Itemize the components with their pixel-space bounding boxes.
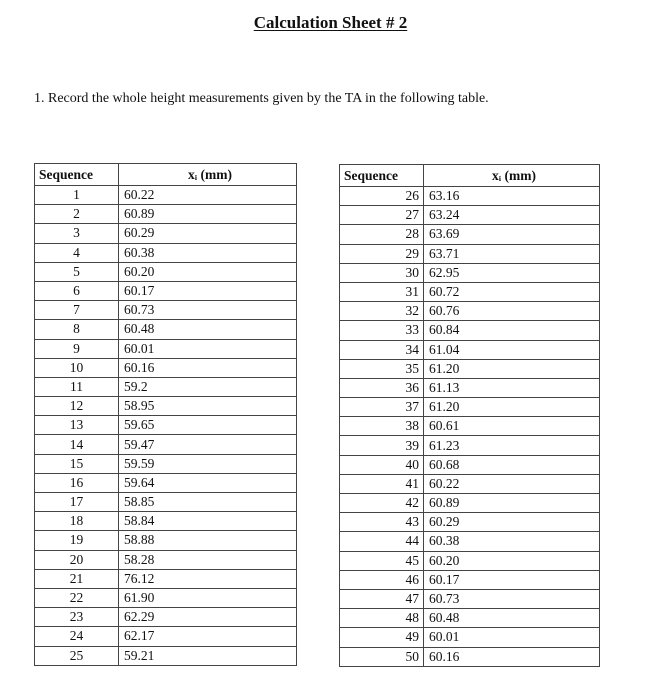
sequence-cell: 32 <box>340 302 424 321</box>
sequence-cell: 1 <box>35 186 119 205</box>
sequence-cell: 29 <box>340 244 424 263</box>
table-row <box>340 628 600 647</box>
table-row <box>35 531 297 550</box>
sequence-cell: 12 <box>35 397 119 416</box>
measurement-cell: 61.20 <box>424 398 600 417</box>
sequence-cell: 14 <box>35 435 119 454</box>
table-row <box>35 281 297 300</box>
measurement-cell: 60.73 <box>424 589 600 608</box>
table-row <box>35 243 297 262</box>
value-header: xᵢ (mm) <box>119 164 297 186</box>
table-row <box>35 550 297 569</box>
page-title: Calculation Sheet # 2 <box>253 13 408 32</box>
measurement-cell: 59.47 <box>119 435 297 454</box>
table-row <box>340 187 600 206</box>
measurement-cell: 60.89 <box>424 494 600 513</box>
table-row <box>340 321 600 340</box>
table-row <box>35 646 297 665</box>
measurement-cell: 62.17 <box>119 627 297 646</box>
measurement-cell: 60.84 <box>424 321 600 340</box>
sequence-cell: 31 <box>340 282 424 301</box>
sequence-cell: 41 <box>340 474 424 493</box>
measurement-cell: 61.90 <box>119 588 297 607</box>
measurement-cell: 60.68 <box>424 455 600 474</box>
measurement-cell: 60.73 <box>119 301 297 320</box>
sequence-cell: 5 <box>35 262 119 281</box>
sequence-cell: 48 <box>340 609 424 628</box>
sequence-cell: 49 <box>340 628 424 647</box>
table-row <box>340 647 600 666</box>
sequence-cell: 16 <box>35 473 119 492</box>
measurement-cell: 61.20 <box>424 359 600 378</box>
measurement-cell: 60.29 <box>424 513 600 532</box>
sequence-cell: 17 <box>35 493 119 512</box>
table-row <box>35 627 297 646</box>
sequence-cell: 34 <box>340 340 424 359</box>
sequence-cell: 10 <box>35 358 119 377</box>
sequence-cell: 9 <box>35 339 119 358</box>
sequence-cell: 50 <box>340 647 424 666</box>
table-row <box>340 302 600 321</box>
sequence-cell: 18 <box>35 512 119 531</box>
table-row <box>340 225 600 244</box>
measurement-cell: 58.84 <box>119 512 297 531</box>
measurement-table-right <box>339 164 600 667</box>
measurement-cell: 61.04 <box>424 340 600 359</box>
sequence-cell: 15 <box>35 454 119 473</box>
measurement-table-left <box>34 163 297 666</box>
measurement-cell: 60.72 <box>424 282 600 301</box>
value-header: xᵢ (mm) <box>424 165 600 187</box>
sequence-cell: 45 <box>340 551 424 570</box>
table-row <box>35 301 297 320</box>
measurement-cell: 60.20 <box>119 262 297 281</box>
measurement-cell: 60.48 <box>424 609 600 628</box>
sequence-cell: 26 <box>340 187 424 206</box>
table-row <box>340 589 600 608</box>
measurement-cell: 60.89 <box>119 205 297 224</box>
sequence-cell: 20 <box>35 550 119 569</box>
table-body <box>340 187 600 667</box>
table-row <box>35 397 297 416</box>
table-row <box>340 244 600 263</box>
measurement-cell: 63.16 <box>424 187 600 206</box>
table-row <box>35 493 297 512</box>
sequence-cell: 43 <box>340 513 424 532</box>
measurement-cell: 60.16 <box>424 647 600 666</box>
table-row <box>340 417 600 436</box>
measurement-cell: 58.95 <box>119 397 297 416</box>
table-row <box>340 378 600 397</box>
table-row <box>35 205 297 224</box>
table-row <box>35 339 297 358</box>
sequence-cell: 42 <box>340 494 424 513</box>
measurement-cell: 63.71 <box>424 244 600 263</box>
table-row <box>35 608 297 627</box>
measurement-cell: 59.21 <box>119 646 297 665</box>
measurement-cell: 60.48 <box>119 320 297 339</box>
measurement-cell: 76.12 <box>119 569 297 588</box>
measurement-cell: 61.23 <box>424 436 600 455</box>
sequence-cell: 23 <box>35 608 119 627</box>
table-row <box>340 494 600 513</box>
table-row <box>35 473 297 492</box>
measurement-cell: 58.85 <box>119 493 297 512</box>
measurement-cell: 58.88 <box>119 531 297 550</box>
sequence-cell: 35 <box>340 359 424 378</box>
sequence-cell: 40 <box>340 455 424 474</box>
table-row <box>35 186 297 205</box>
measurement-cell: 58.28 <box>119 550 297 569</box>
table-row <box>340 436 600 455</box>
table-row <box>340 359 600 378</box>
table-row <box>340 532 600 551</box>
measurement-cell: 60.01 <box>424 628 600 647</box>
table-row <box>340 474 600 493</box>
measurement-cell: 60.22 <box>424 474 600 493</box>
sequence-cell: 19 <box>35 531 119 550</box>
table-row <box>340 340 600 359</box>
table-row <box>340 570 600 589</box>
table-row <box>35 588 297 607</box>
sequence-cell: 6 <box>35 281 119 300</box>
measurement-cell: 60.38 <box>119 243 297 262</box>
sequence-cell: 36 <box>340 378 424 397</box>
sequence-cell: 22 <box>35 588 119 607</box>
sequence-cell: 7 <box>35 301 119 320</box>
table-header-row <box>35 164 297 186</box>
table-row <box>35 512 297 531</box>
sequence-cell: 2 <box>35 205 119 224</box>
table-row <box>35 569 297 588</box>
measurement-cell: 63.69 <box>424 225 600 244</box>
table-row <box>340 551 600 570</box>
measurement-cell: 60.22 <box>119 186 297 205</box>
measurement-cell: 60.16 <box>119 358 297 377</box>
table-body <box>35 186 297 666</box>
sequence-cell: 25 <box>35 646 119 665</box>
sequence-cell: 4 <box>35 243 119 262</box>
sequence-cell: 47 <box>340 589 424 608</box>
measurement-cell: 60.76 <box>424 302 600 321</box>
sequence-header: Sequence <box>340 165 424 187</box>
sequence-cell: 21 <box>35 569 119 588</box>
measurement-cell: 63.24 <box>424 206 600 225</box>
measurement-cell: 60.01 <box>119 339 297 358</box>
sequence-cell: 39 <box>340 436 424 455</box>
sequence-cell: 27 <box>340 206 424 225</box>
measurement-cell: 62.95 <box>424 263 600 282</box>
table-row <box>35 320 297 339</box>
sequence-cell: 38 <box>340 417 424 436</box>
table-row <box>35 377 297 396</box>
table-row <box>35 262 297 281</box>
measurement-cell: 59.2 <box>119 377 297 396</box>
measurement-cell: 60.17 <box>424 570 600 589</box>
table-row <box>35 454 297 473</box>
sequence-cell: 28 <box>340 225 424 244</box>
sequence-cell: 8 <box>35 320 119 339</box>
sequence-cell: 33 <box>340 321 424 340</box>
measurement-cell: 59.59 <box>119 454 297 473</box>
sequence-cell: 30 <box>340 263 424 282</box>
measurement-cell: 60.61 <box>424 417 600 436</box>
instruction-text: 1. Record the whole height measurements given by the TA in the following table. <box>34 91 489 106</box>
table-row <box>35 435 297 454</box>
sequence-cell: 24 <box>35 627 119 646</box>
table-row <box>340 282 600 301</box>
table-row <box>340 609 600 628</box>
table-row <box>340 206 600 225</box>
measurement-cell: 61.13 <box>424 378 600 397</box>
table-row <box>340 513 600 532</box>
measurement-cell: 60.20 <box>424 551 600 570</box>
measurement-cell: 62.29 <box>119 608 297 627</box>
sequence-cell: 3 <box>35 224 119 243</box>
measurement-cell: 59.65 <box>119 416 297 435</box>
sequence-header: Sequence <box>35 164 119 186</box>
sequence-cell: 46 <box>340 570 424 589</box>
measurement-cell: 60.29 <box>119 224 297 243</box>
sequence-cell: 11 <box>35 377 119 396</box>
table-row <box>340 455 600 474</box>
sequence-cell: 37 <box>340 398 424 417</box>
sequence-cell: 13 <box>35 416 119 435</box>
table-row <box>35 358 297 377</box>
measurement-cell: 60.38 <box>424 532 600 551</box>
table-row <box>35 416 297 435</box>
table-row <box>35 224 297 243</box>
measurement-cell: 59.64 <box>119 473 297 492</box>
measurement-cell: 60.17 <box>119 281 297 300</box>
table-row <box>340 398 600 417</box>
table-row <box>340 263 600 282</box>
sequence-cell: 44 <box>340 532 424 551</box>
table-header-row <box>340 165 600 187</box>
